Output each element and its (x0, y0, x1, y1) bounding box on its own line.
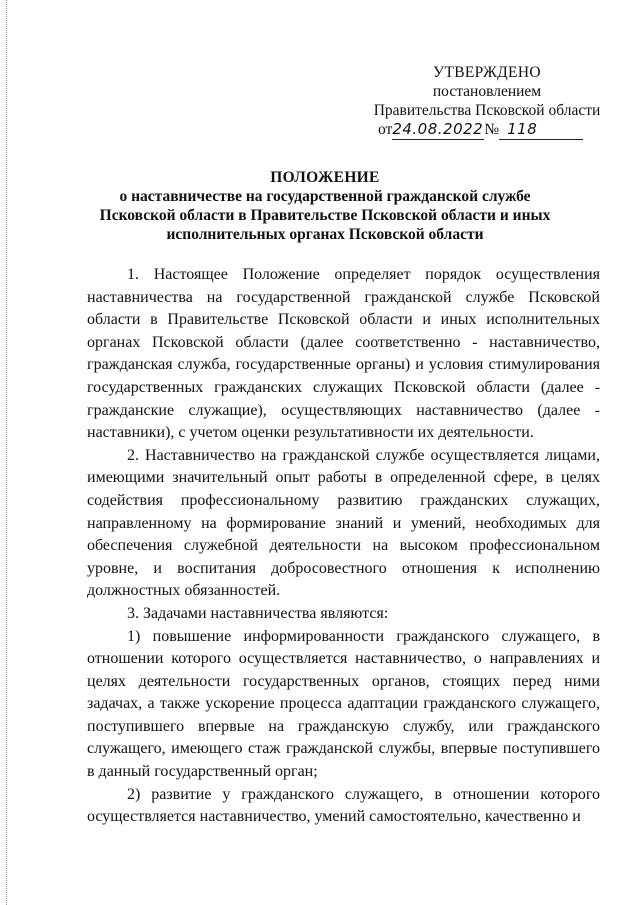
document-body (87, 264, 600, 829)
paragraph-2: 2. Наставничество на гражданской службе осуществляется лицами, имеющими значительный опыт работы в определенной сфере, в целях содействия профессиональному развитию гражданских служащих, направленному на формирование знаний и умений, необходимых для обеспечения служебной деятельности на высоком профессиональном уровне, и воспитания добросовестного отношения к исполнению должностных обязанностей. (87, 446, 600, 600)
approval-by: постановлением (432, 83, 542, 100)
approval-block (372, 63, 602, 140)
paragraph-3: 3. Задачами наставничества являются: (127, 604, 389, 622)
document-title (80, 168, 570, 244)
approval-stamp: УТВЕРЖДЕНО (433, 64, 541, 81)
title-subtitle: о наставничестве на государственной гражданской службе Псковской области в Правительстве Псковской области и иных исполнительных органах Псковской области (99, 188, 551, 243)
title-heading: ПОЛОЖЕНИЕ (270, 169, 380, 186)
paragraph-3-item-2: 2) развитие у гражданского служащего, в отношении которого осуществляется наставничество, умений самостоятельно, качественно и (87, 785, 600, 826)
paragraph-3-item-1: 1) повышение информированности гражданского служащего, в отношении которого осуществляется наставничество, о направлениях и целях деятельности государственных органов, стоящих перед ними задачах, а также ускорение процесса адаптации гражданского служащего, поступившего впервые на гражданскую службу, или гражданского служащего, имеющего стаж гражданской службы, впервые поступившего в данный государственный орган; (87, 627, 600, 781)
handwritten-date: 24.08.2022 (392, 120, 484, 138)
approval-body: Правительства Псковской области (373, 102, 601, 119)
page-edge-line (6, 0, 7, 905)
paragraph-1: 1. Настоящее Положение определяет порядок осуществления наставничества на государственной гражданской службе Псковской области в Правительстве Псковской области и иных исполнительных органах Псковской области (далее соответственно - наставничество, гражданская служба, государственные органы) и условия стимулирования государственных гражданских служащих Псковской области (далее - гражданские служащие), осуществляющих наставничество (далее - наставники), с учетом оценки результативности их деятельности. (87, 266, 600, 442)
handwritten-number: 118 (499, 120, 583, 140)
approval-date-line (372, 120, 602, 140)
number-sign: № (484, 121, 500, 138)
date-prefix: от (378, 121, 393, 138)
